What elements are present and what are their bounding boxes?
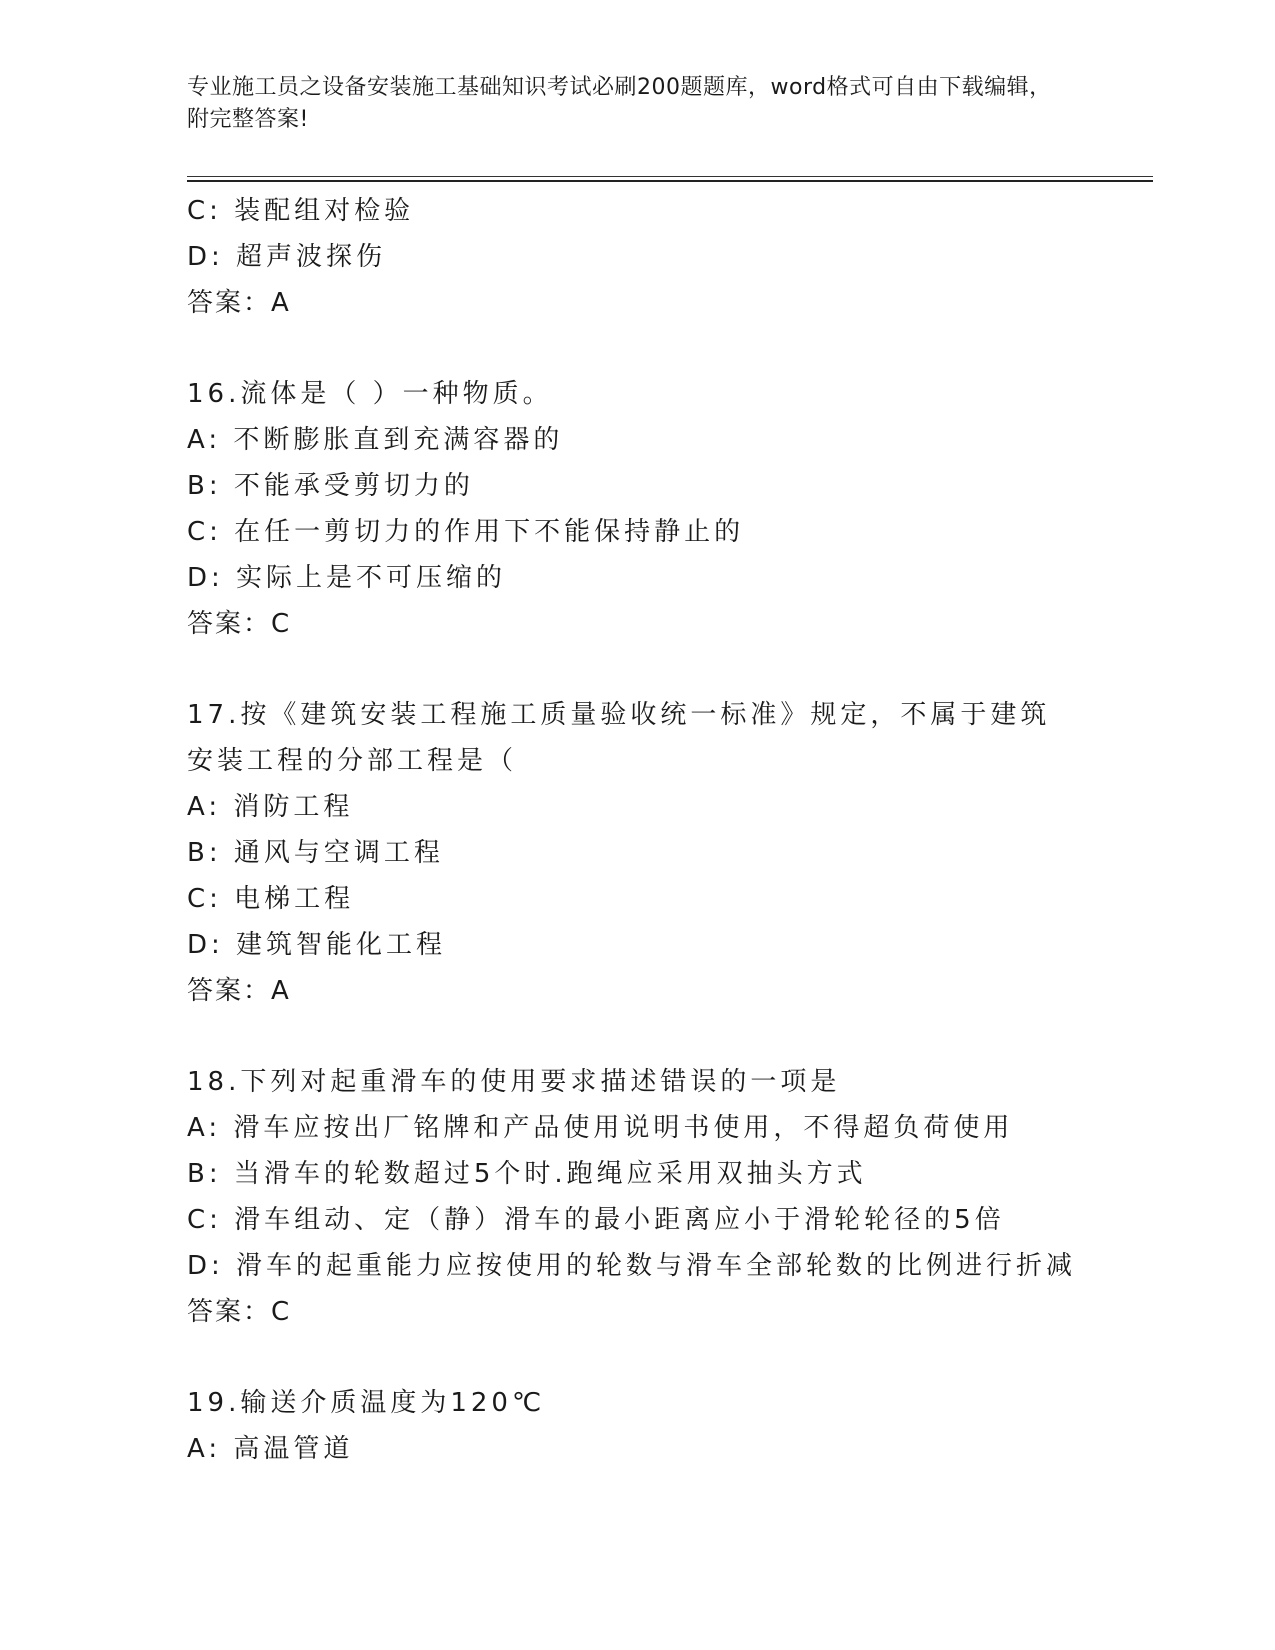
option-a: A: 高温管道 (187, 1434, 354, 1464)
option-c: C: 电梯工程 (187, 884, 355, 914)
question-list (187, 188, 1087, 1472)
option-a: A: 消防工程 (187, 792, 354, 822)
question-block-continued (187, 188, 1087, 326)
answer-line: 答案：A (187, 976, 291, 1006)
question-block-17 (187, 692, 1087, 1014)
option-b: B: 不能承受剪切力的 (187, 471, 474, 501)
option-c: C: 在任一剪切力的作用下不能保持静止的 (187, 517, 745, 547)
answer-line: 答案：A (187, 288, 291, 318)
option-b: B: 当滑车的轮数超过5个时.跑绳应采用双抽头方式 (187, 1159, 867, 1189)
option-d: D: 滑车的起重能力应按使用的轮数与滑车全部轮数的比例进行折减 (187, 1251, 1077, 1281)
option-d: D: 超声波探伤 (187, 242, 387, 272)
option-c: C: 滑车组动、定（静）滑车的最小距离应小于滑轮轮径的5倍 (187, 1205, 1005, 1235)
option-b: B: 通风与空调工程 (187, 838, 444, 868)
question-block-16 (187, 371, 1087, 647)
header-title: 专业施工员之设备安装施工基础知识考试必刷200题题库，word格式可自由下载编辑，附完整答案! (187, 75, 1052, 132)
option-d: D: 实际上是不可压缩的 (187, 563, 507, 593)
document-header (187, 72, 1067, 136)
option-c: C: 装配组对检验 (187, 196, 415, 226)
option-a: A: 滑车应按出厂铭牌和产品使用说明书使用，不得超负荷使用 (187, 1113, 1014, 1143)
question-stem: 19.输送介质温度为120℃ (187, 1388, 546, 1418)
question-stem: 16.流体是（ ）一种物质。 (187, 379, 553, 409)
question-block-18 (187, 1059, 1087, 1335)
header-divider (187, 176, 1153, 182)
answer-line: 答案：C (187, 609, 292, 639)
question-stem: 18.下列对起重滑车的使用要求描述错误的一项是 (187, 1067, 841, 1097)
option-a: A: 不断膨胀直到充满容器的 (187, 425, 564, 455)
option-d: D: 建筑智能化工程 (187, 930, 447, 960)
question-stem: 17.按《建筑安装工程施工质量验收统一标准》规定，不属于建筑安装工程的分部工程是（ (187, 700, 1051, 776)
question-block-19 (187, 1380, 1087, 1472)
answer-line: 答案：C (187, 1297, 292, 1327)
